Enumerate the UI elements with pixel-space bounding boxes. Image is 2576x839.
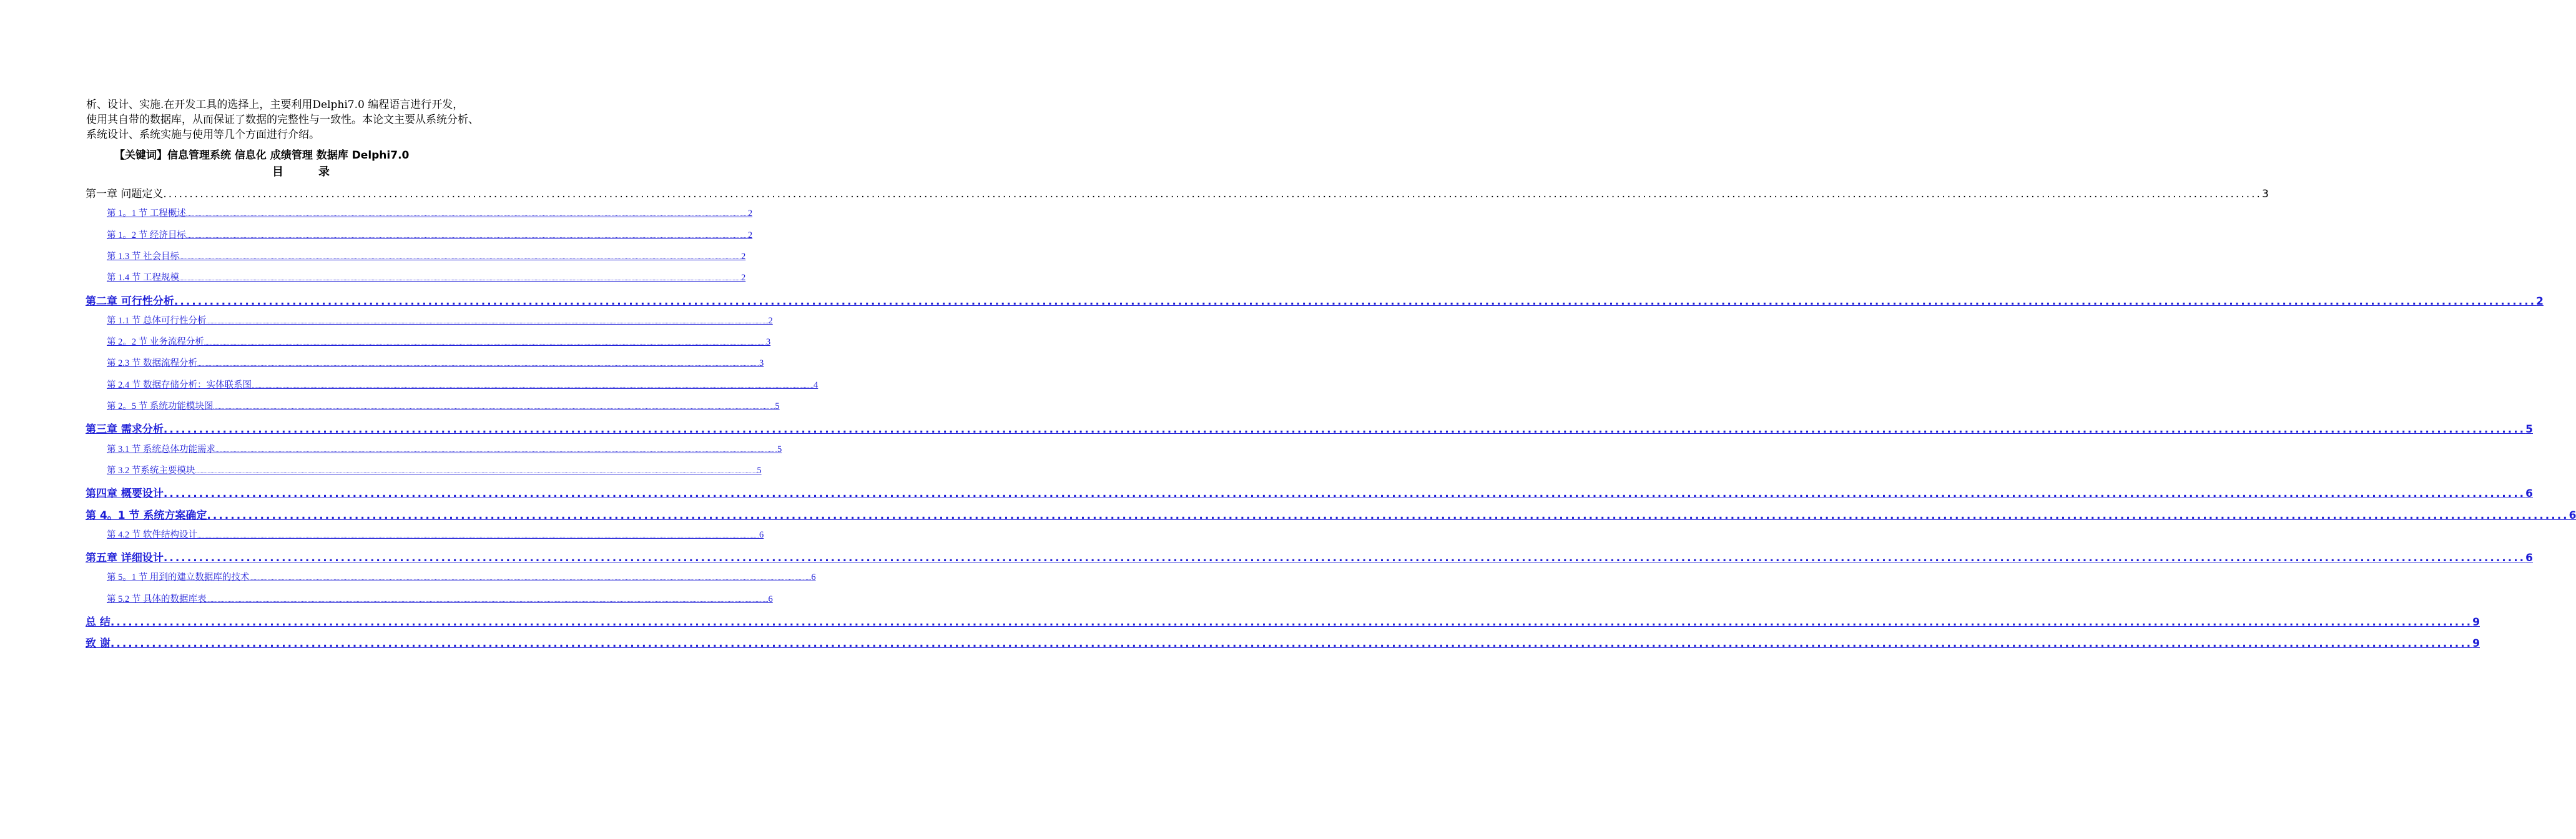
toc-leader-dots: ................................................................................................................................................................................................................................................................................................................................................................................................................ [206, 318, 769, 325]
toc-page-number: 6 [768, 594, 773, 604]
toc-entry-title: 第 2.4 节 数据存储分析：实体联系图 [107, 380, 252, 390]
toc-entry-title: 第 1。1 节 工程概述 [107, 209, 186, 219]
toc-page-number: 5 [2525, 423, 2533, 436]
toc-section-entry[interactable] [107, 378, 819, 391]
toc-entry-title: 第五章 详细设计 [86, 552, 164, 565]
toc-section-entry[interactable] [107, 570, 816, 583]
toc-leader-dots: ................................................................................................................................................................................................................................................................................................................................................................................................................ [249, 575, 812, 582]
toc-section-entry[interactable] [107, 249, 746, 262]
toc-section-entry[interactable] [107, 313, 773, 326]
toc-page-number: 9 [2472, 637, 2480, 650]
toc-page-number: 5 [777, 444, 782, 454]
toc-section-entry[interactable] [107, 228, 753, 241]
toc-leader-dots: ................................................................................................................................................................................................................................................................................................................................................................................................................ [163, 188, 2262, 200]
toc-title: 目录 [272, 165, 365, 179]
toc-entry-title: 第 2。2 节 业务流程分析 [107, 337, 204, 348]
abstract-line: 使用其自带的数据库，从而保证了数据的完整性与一致性。本论文主要从系统分析、 [86, 114, 479, 126]
toc-section-entry[interactable] [107, 335, 771, 348]
toc-section-entry[interactable] [107, 442, 782, 455]
toc-leader-dots: ................................................................................................................................................................................................................................................................................................................................................................................................................ [213, 404, 775, 410]
toc-page-number: 6 [811, 572, 816, 583]
toc-entry-title: 总 结 [86, 616, 111, 629]
toc-section-entry[interactable] [107, 399, 780, 412]
toc-leader-dots: ................................................................................................................................................................................................................................................................................................................................................................................................................ [110, 616, 2473, 629]
toc-entry-title: 第 1.1 节 总体可行性分析 [107, 315, 207, 326]
toc-entry-title: 第 1.4 节 工程规模 [107, 273, 179, 283]
toc-entry-title: 第 2。5 节 系统功能模块图 [107, 401, 214, 411]
toc-page-number: 6 [759, 529, 764, 540]
toc-page-number: 6 [2569, 509, 2576, 522]
toc-entry-title: 第 4。1 节 系统方案确定 [86, 509, 207, 522]
toc-section-entry[interactable] [107, 206, 753, 219]
toc-page-number: 3 [2261, 188, 2269, 200]
toc-leader-dots: ................................................................................................................................................................................................................................................................................................................................................................................................................ [195, 468, 757, 474]
toc-page-number: 2 [768, 315, 773, 326]
toc-leader-dots: ................................................................................................................................................................................................................................................................................................................................................................................................................ [179, 253, 741, 260]
toc-leader-dots: ................................................................................................................................................................................................................................................................................................................................................................................................................ [179, 275, 741, 282]
toc-entry-title: 第 1.3 节 社会目标 [107, 251, 179, 262]
toc-leader-dots: ................................................................................................................................................................................................................................................................................................................................................................................................................ [215, 446, 777, 453]
toc-entry-title: 第 3.1 节 系统总体功能需求 [107, 444, 215, 454]
toc-entry-title: 第二章 可行性分析 [86, 295, 174, 308]
toc-leader-dots: ................................................................................................................................................................................................................................................................................................................................................................................................................ [110, 637, 2473, 650]
toc-entry-title: 第 2.3 节 数据流程分析 [107, 358, 197, 369]
toc-page-number: 2 [747, 209, 753, 219]
abstract-line: 系统设计、系统实施与使用等几个方面进行介绍。 [86, 129, 320, 141]
toc-entry-title: 第 5.2 节 具体的数据库表 [107, 594, 207, 604]
toc-entry-title: 第 1。2 节 经济目标 [107, 230, 186, 240]
toc-leader-dots: ................................................................................................................................................................................................................................................................................................................................................................................................................ [174, 295, 2537, 308]
toc-page-number: 2 [2536, 295, 2544, 308]
toc-leader-dots: ................................................................................................................................................................................................................................................................................................................................................................................................................ [197, 361, 759, 368]
toc-section-entry[interactable] [107, 270, 746, 283]
toc-chapter-entry[interactable] [86, 484, 2533, 501]
toc-chapter-entry[interactable] [86, 420, 2533, 436]
toc-chapter-entry[interactable] [86, 549, 2533, 565]
toc-page-number: 9 [2472, 616, 2480, 629]
toc-section-entry[interactable] [107, 592, 773, 605]
toc-leader-dots: ................................................................................................................................................................................................................................................................................................................................................................................................................ [197, 532, 759, 539]
toc-leader-dots: ................................................................................................................................................................................................................................................................................................................................................................................................................ [185, 232, 748, 239]
toc-leader-dots: ................................................................................................................................................................................................................................................................................................................................................................................................................ [204, 340, 766, 346]
keywords-line: 【关键词】信息管理系统 信息化 成绩管理 数据库 Delphi7.0 [114, 149, 410, 162]
toc-chapter-entry [86, 185, 2269, 200]
toc-page-number: 2 [741, 273, 746, 283]
toc-section-entry[interactable] [107, 356, 764, 369]
toc-entry-title: 第一章 问题定义 [86, 188, 164, 200]
toc-page-number: 6 [2525, 552, 2533, 565]
toc-leader-dots: ................................................................................................................................................................................................................................................................................................................................................................................................................ [207, 509, 2569, 522]
toc-leader-dots: ................................................................................................................................................................................................................................................................................................................................................................................................................ [163, 423, 2526, 436]
toc-leader-dots: ................................................................................................................................................................................................................................................................................................................................................................................................................ [163, 488, 2526, 501]
toc-section-entry[interactable] [107, 527, 764, 541]
toc-entry-title: 第 3.2 节系统主要模块 [107, 465, 195, 476]
toc-chapter-entry[interactable] [86, 506, 2576, 522]
toc-entry-title: 第 5。1 节 用到的建立数据库的技术 [107, 572, 250, 583]
toc-page-number: 4 [814, 380, 819, 390]
toc-chapter-entry[interactable] [86, 613, 2480, 629]
toc-entry-title: 第四章 概要设计 [86, 488, 164, 501]
toc-leader-dots: ................................................................................................................................................................................................................................................................................................................................................................................................................ [206, 596, 769, 603]
toc-section-entry[interactable] [107, 463, 762, 476]
toc-page-number: 2 [741, 251, 746, 262]
toc-page-number: 5 [775, 401, 780, 411]
toc-entry-title: 致 谢 [86, 637, 111, 650]
toc-leader-dots: ................................................................................................................................................................................................................................................................................................................................................................................................................ [252, 382, 814, 389]
toc-page-number: 3 [759, 358, 764, 369]
toc-entry-title: 第三章 需求分析 [86, 423, 164, 436]
toc-page-number: 6 [2525, 488, 2533, 501]
toc-chapter-entry[interactable] [86, 634, 2480, 650]
toc-leader-dots: ................................................................................................................................................................................................................................................................................................................................................................................................................ [163, 552, 2526, 565]
toc-entry-title: 第 4.2 节 软件结构设计 [107, 529, 197, 540]
abstract-line: 析、设计、实施.在开发工具的选择上，主要利用Delphi7.0 编程语言进行开发， [86, 99, 464, 111]
toc-page-number: 3 [765, 337, 771, 348]
toc-page-number: 2 [747, 230, 753, 240]
toc-chapter-entry[interactable] [86, 292, 2544, 308]
toc-page-number: 5 [757, 465, 762, 476]
toc-leader-dots: ................................................................................................................................................................................................................................................................................................................................................................................................................ [185, 211, 748, 218]
